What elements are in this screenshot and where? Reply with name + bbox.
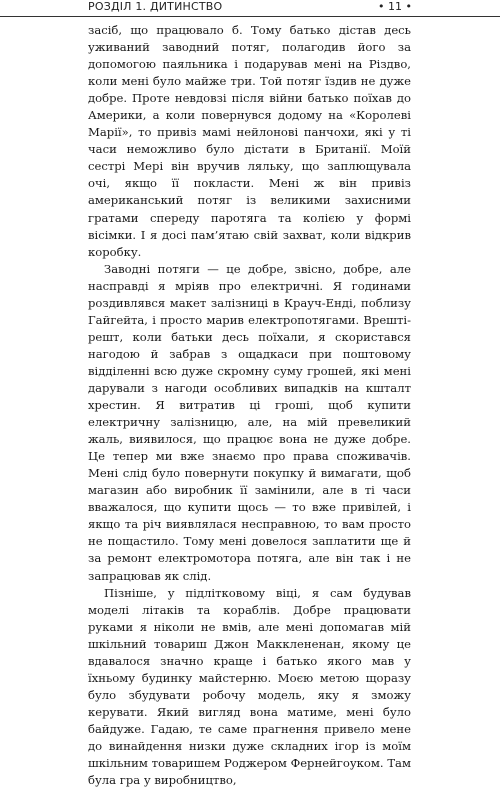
paragraph: Заводні потяги — це добре, звісно, добре, але насправді я мріяв про електричні. Я годинами роздивлявся макет залізниці в Крауч-Енді, поблизу Гайгейта, і просто марив електропотягами. Врешті-решт, коли батьки десь поїхали, я скористався нагодою й забрав з ощадкаси при поштовому відділенні всю дуже скромну суму грошей, які мені дарували з нагоди особливих випадків на кшталт хрестин. Я витратив ці гроші, щоб купити електричну залізницю, але, на мій превеликий жаль, виявилося, що працює вона не дуже добре. Це тепер ми вже знаємо про права споживачів. Мені слід було повернути покупку й вимагати, щоб магазин або виробник її замінили, але в ті часи вважалося, що купити щось — то вже привілей, і якщо та річ виявлялася несправною, то вам просто не пощастило. Тому мені довелося заплатити ще й за ремонт електромотора потяга, але він так і не запрацював як слід. [88, 261, 411, 583]
paragraph: Пізніше, у підлітковому віці, я сам будував моделі літаків та кораблів. Добре працювати руками я ніколи не вмів, але мені допомагав мій шкільний товариш Джон Макклененан, якому це вдавалося значно краще і батько якого мав у їхньому будинку майстерню. Моєю метою щоразу було збудувати робочу модель, яку я зможу керувати. Який вигляд вона матиме, мені було байдуже. Гадаю, те саме прагнення привело мене до винайдення низки дуже складних ігор із моїм шкільним товаришем Роджером Фернейгоуком. Там була гра у виробництво, [88, 585, 411, 788]
chapter-title: РОЗДІЛ 1. ДИТИНСТВО [88, 0, 223, 13]
body-text [88, 22, 411, 789]
paragraph: засіб, що працювало б. Тому батько дістав десь уживаний заводний потяг, полагодив його за допомогою паяльника і подарував мені на Різдво, коли мені було майже три. Той потяг їздив не дуже добре. Проте невдовзі після війни батько поїхав до Америки, а коли повернувся додому на «Королеві Марії», то привіз мамі нейлонові панчохи, які у ті часи неможливо було дістати в Британії. Моїй сестрі Мері він вручив ляльку, що заплющувала очі, якщо її покласти. Мені ж він привіз американський потяг із великими захисними гратами спереду паротяга та колією у формі вісімки. І я досі пам’ятаю свій захват, коли відкрив коробку. [88, 23, 411, 259]
running-header [0, 0, 500, 17]
page-number: • 11 • [378, 0, 412, 13]
